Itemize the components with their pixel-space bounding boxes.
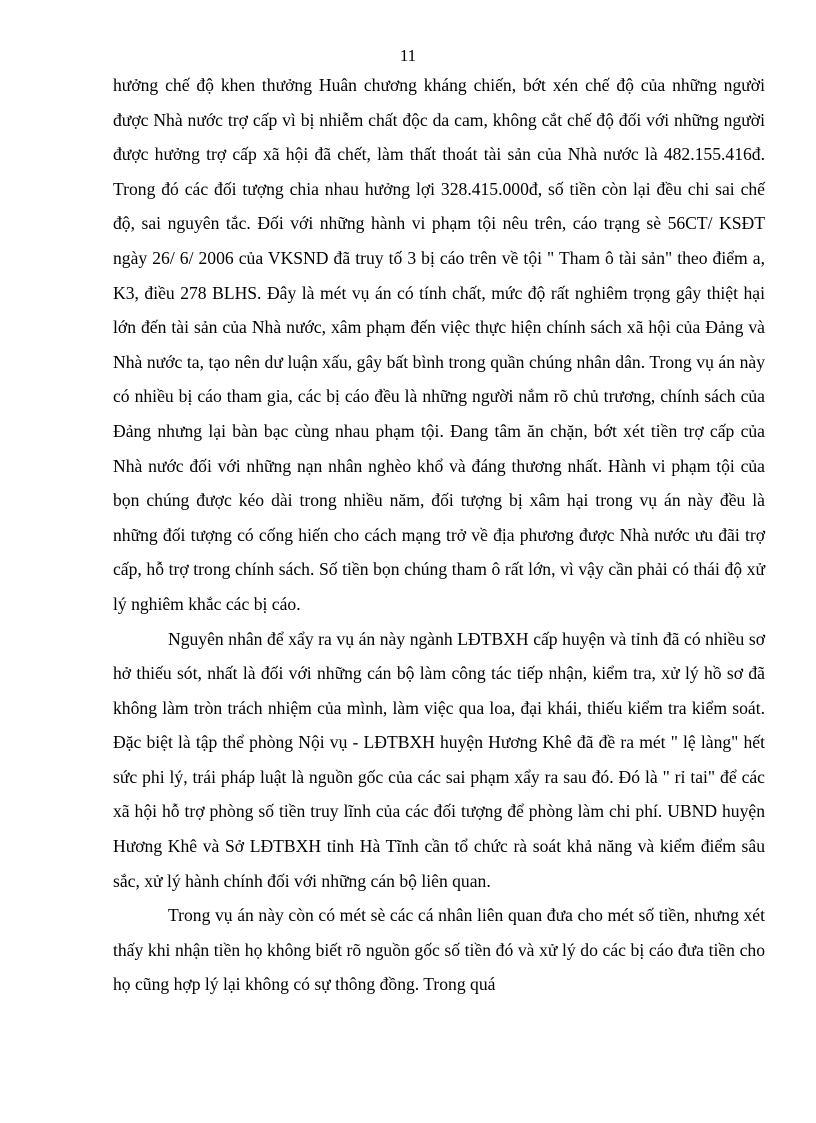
document-body bbox=[113, 68, 765, 1002]
paragraph-causes: Nguyên nhân để xẩy ra vụ án này ngành LĐTBXH cấp huyện và tỉnh đã có nhiều sơ hở thiếu sót, nhất là đối với những cán bộ làm công tác tiếp nhận, kiểm tra, xử lý hồ sơ đã không làm tròn trách nhiệm của mình, làm việc qua loa, đại khái, thiếu kiểm tra kiểm soát. Đặc biệt là tập thể phòng Nội vụ - LĐTBXH huyện Hương Khê đã đề ra mét " lệ làng" hết sức phi lý, trái pháp luật là nguồn gốc của các sai phạm xẩy ra sau đó. Đó là " rỉ tai" để các xã hội hỗ trợ phòng số tiền truy lĩnh của các đối tượng để phòng làm chi phí. UBND huyện Hương Khê và Sở LĐTBXH tỉnh Hà Tĩnh cần tổ chức rà soát khả năng và kiểm điểm sâu sắc, xử lý hành chính đối với những cán bộ liên quan. bbox=[113, 628, 765, 891]
paragraph-related-individuals: Trong vụ án này còn có mét sè các cá nhân liên quan đưa cho mét số tiền, nhưng xét thấy khi nhận tiền họ không biết rõ nguồn gốc số tiền đó và xử lý do các bị cáo đưa tiền cho họ cũng hợp lý lại không có sự thông đồng. Trong quá bbox=[113, 905, 765, 995]
page-number: 11 bbox=[399, 46, 417, 65]
paragraph-continuation: hưởng chế độ khen thưởng Huân chương kháng chiến, bớt xén chế độ của những người được Nhà nước trợ cấp vì bị nhiễm chất độc da cam, không cắt chế độ đối với những người được hưởng trợ cấp xã hội đã chết, làm thất thoát tài sản của Nhà nước là 482.155.416đ. Trong đó các đối tượng chia nhau hưởng lợi 328.415.000đ, số tiền còn lại đều chi sai chế độ, sai nguyên tắc. Đối với những hành vi phạm tội nêu trên, cáo trạng sè 56CT/ KSĐT ngày 26/ 6/ 2006 của VKSND đã truy tố 3 bị cáo trên về tội " Tham ô tài sản" theo điểm a, K3, điều 278 BLHS. Đây là mét vụ án có tính chất, mức độ rất nghiêm trọng gây thiệt hại lớn đến tài sản của Nhà nước, xâm phạm đến việc thực hiện chính sách xã hội của Đảng và Nhà nước ta, tạo nên dư luận xấu, gây bất bình trong quần chúng nhân dân. Trong vụ án này có nhiều bị cáo tham gia, các bị cáo đều là những người nắm rõ chủ trương, chính sách của Đảng nhưng lại bàn bạc cùng nhau phạm tội. Đang tâm ăn chặn, bớt xét tiền trợ cấp của Nhà nước đối với những nạn nhân nghèo khổ và đáng thương nhất. Hành vi phạm tội của bọn chúng được kéo dài trong nhiều năm, đối tượng bị xâm hại trong vụ án này đều là những đối tượng có cống hiến cho cách mạng trở về địa phương được Nhà nước ưu đãi trợ cấp, hỗ trợ trong chính sách. Số tiền bọn chúng tham ô rất lớn, vì vậy cần phải có thái độ xử lý nghiêm khắc các bị cáo. bbox=[113, 75, 765, 614]
